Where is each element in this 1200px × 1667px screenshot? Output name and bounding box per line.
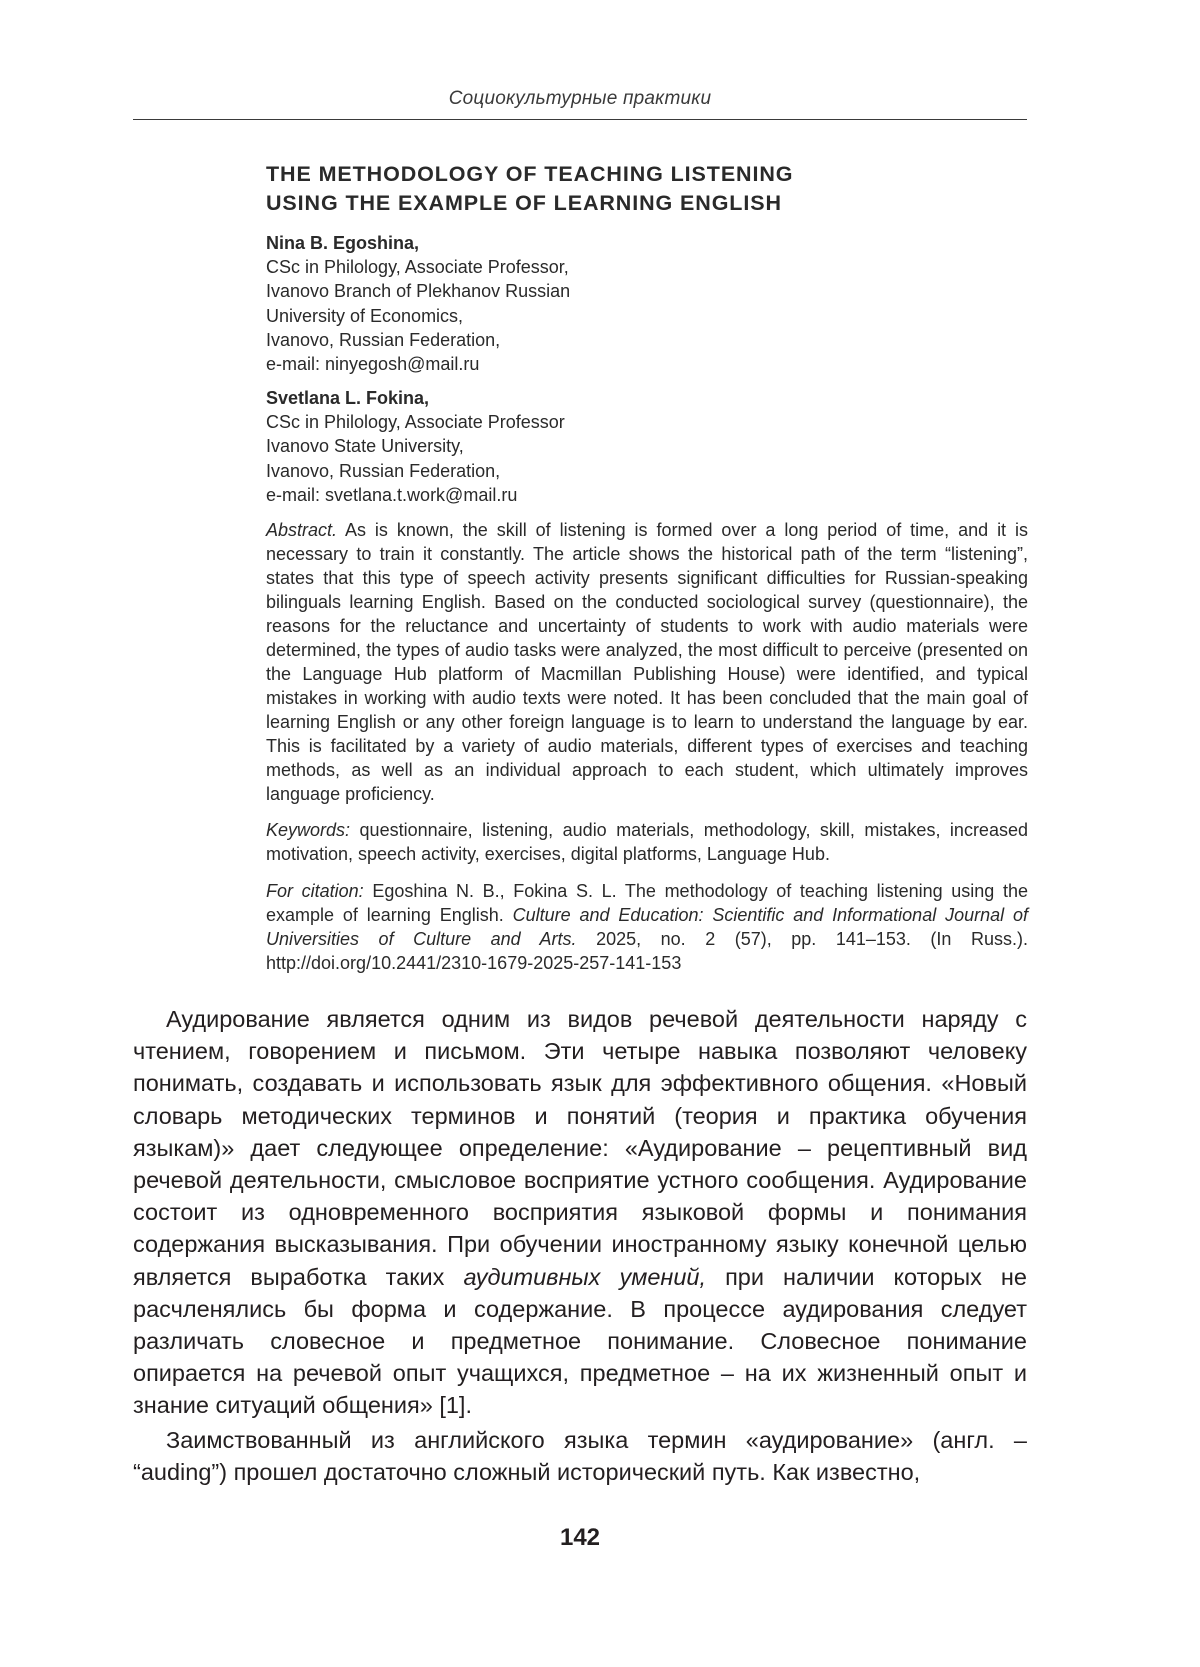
body-paragraph	[133, 1003, 1027, 1422]
author-affiliation-line: Ivanovo State University,	[266, 436, 464, 457]
article-body	[133, 1003, 1027, 1488]
author-block	[266, 386, 1028, 507]
author-email: e-mail: ninyegosh@mail.ru	[266, 354, 480, 375]
author-affiliation-line: University of Economics,	[266, 305, 464, 326]
abstract-label: Abstract.	[266, 520, 338, 540]
page-number: 142	[559, 1524, 601, 1551]
citation-authors-title: Egoshina N. B., Fokina S. L. The methodology of teaching listening using the example of learning English.	[266, 881, 1028, 925]
keywords-text: questionnaire, listening, audio materials, methodology, skill, mistakes, increased motivation, speech activity, exercises, digital platforms, Language Hub.	[266, 820, 1028, 864]
citation-details: 2025, no. 2 (57), pp. 141–153. (In Russ.).	[596, 929, 1028, 949]
author-block	[266, 231, 1028, 376]
keywords-label: Keywords:	[266, 820, 351, 840]
running-head: Социокультурные практики	[448, 88, 712, 109]
article-title	[266, 160, 1028, 218]
citation-journal: Culture and Education: Scientific and Informational Journal of Universities of Culture and Arts.	[266, 905, 1028, 949]
article-title-line: USING THE EXAMPLE OF LEARNING ENGLISH	[266, 191, 782, 215]
author-name: Svetlana L. Fokina,	[266, 388, 430, 408]
body-text: Аудирование является одним из видов речевой деятельности наряду с чтением, говорением и письмом. Эти четыре навыка позволяют человеку понимать, создавать и использовать язык для эффективного общения. «Новый словарь методических терминов и понятий (теория и практика обучения языкам)» дает следующее определение: «Аудирование – рецептивный вид речевой деятельности, смысловое восприятие устного сообщения. Аудирование состоит из одновременного восприятия языковой формы и понимания содержания высказывания. При обучении иностранному языку конечной целью является выработка таких	[133, 1006, 1027, 1290]
keywords	[266, 818, 1028, 866]
header-rule	[133, 119, 1027, 120]
body-text: при наличии которых не расчленялись бы форма и содержание. В процессе аудирования следует различать словесное и предметное понимание. Словесное понимание опирается на речевой опыт учащихся, предметное – на их жизненный опыт и знание ситуаций общения» [1].	[133, 1263, 1027, 1419]
body-emphasis: аудитивных умений,	[463, 1263, 707, 1290]
abstract-text: As is known, the skill of listening is formed over a long period of time, and it is necessary to train it constantly. The article shows the historical path of the term “listening”, states that this type of speech activity presents significant difficulties for Russian-speaking bilinguals learning English. Based on the conducted sociological survey (questionnaire), the reasons for the reluctance and uncertainty of students to work with audio materials were determined, the types of audio tasks were analyzed, the most difficult to perceive (presented on the Language Hub platform of Macmillan Publishing House) were identified, and typical mistakes in working with audio texts were noted. It has been concluded that the main goal of learning English or any other foreign language is to learn to understand the language by ear. This is facilitated by a variety of audio materials, different types of exercises and teaching methods, as well as an individual approach to each student, which ultimately improves language proficiency.	[266, 520, 1028, 804]
author-affiliation-line: Ivanovo Branch of Plekhanov Russian	[266, 281, 571, 302]
body-paragraph: Заимствованный из английского языка термин «аудирование» (англ. – “auding”) прошел достаточно сложный исторический путь. Как известно,	[133, 1426, 1027, 1485]
author-affiliation-line: CSc in Philology, Associate Professor,	[266, 257, 569, 278]
author-affiliation-line: Ivanovo, Russian Federation,	[266, 460, 501, 481]
author-name: Nina B. Egoshina,	[266, 233, 420, 253]
citation-doi[interactable]: http://doi.org/10.2441/2310-1679-2025-257-141-153	[266, 953, 682, 973]
author-affiliation-line: CSc in Philology, Associate Professor	[266, 412, 565, 433]
article-title-line: THE METHODOLOGY OF TEACHING LISTENING	[266, 162, 794, 186]
author-email: e-mail: svetlana.t.work@mail.ru	[266, 484, 518, 505]
citation-label: For citation:	[266, 881, 364, 901]
abstract	[266, 518, 1028, 806]
citation	[266, 879, 1028, 975]
author-affiliation-line: Ivanovo, Russian Federation,	[266, 329, 501, 350]
